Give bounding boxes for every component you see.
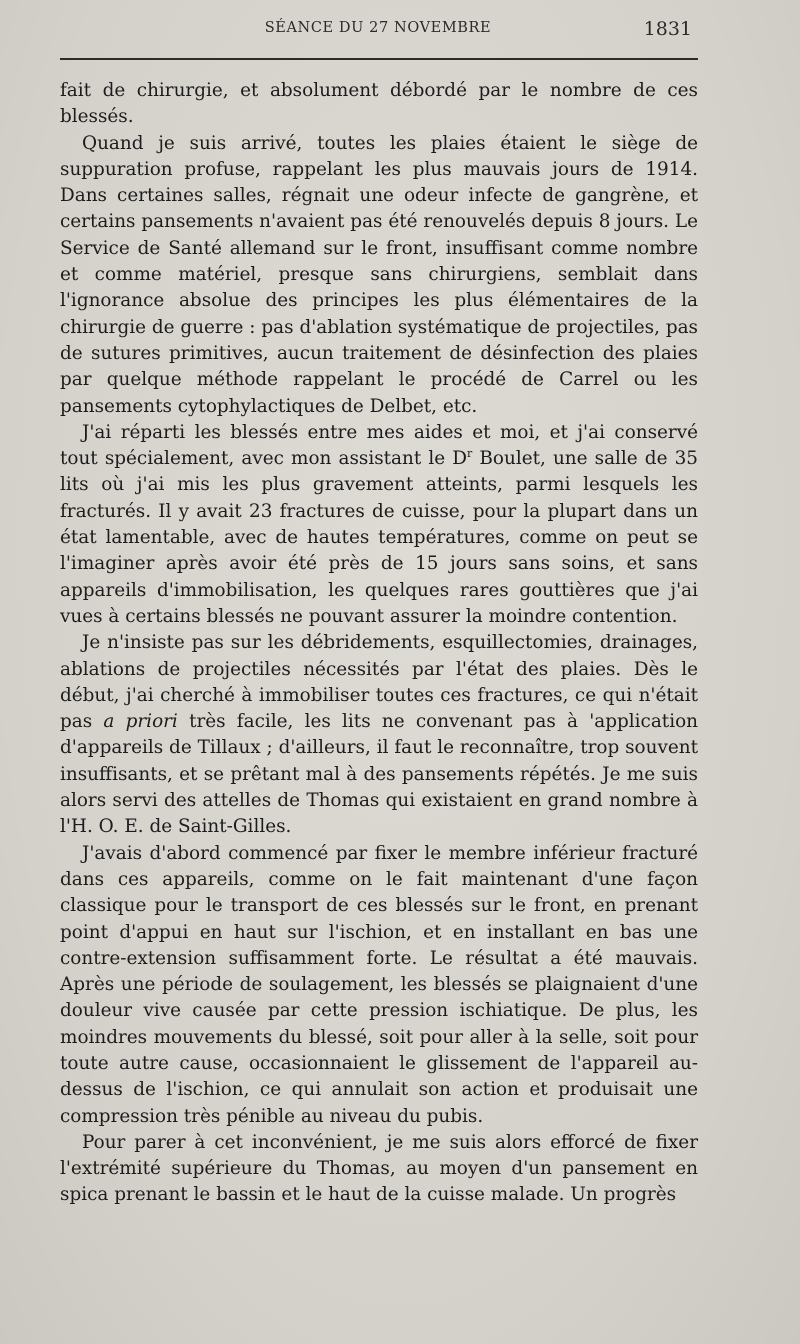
page-number: 1831 — [643, 18, 692, 40]
paragraph-3-part-b: Boulet, une salle de 35 lits où j'ai mis les plus gravement atteints, parmi lesquels les fracturés. Il y avait 23 fractures de cuisse, pour la plupart dans un état lamentable, avec de hautes températures, comme on peut se l'imaginer après avoir été près de 15 jours sans soins, et sans appareils d'immobilisation, les quelques rares gouttières que j'ai vues à certains blessés ne pouvant assurer la moindre contention. — [60, 448, 698, 627]
paragraph-3 — [60, 420, 698, 630]
paragraph-4-part-b: très facile, les lits ne convenant pas à 'application d'appareils de Tillaux ; d'ailleurs, il faut le reconnaître, trop souvent insuffisants, et se prêtant mal à des pansements répétés. Je me suis alors servi des attelles de Thomas qui existaient en grand nombre à l'H. O. E. de Saint-Gilles. — [60, 711, 698, 838]
paragraph-4-part-a: Je n'insiste pas sur les débridements, esquillectomies, drainages, ablations de projectiles nécessités par l'état des plaies. Dès le début, j'ai cherché à immobiliser toutes ces fractures, ce qui n'était pas — [60, 632, 698, 733]
paragraph-4 — [60, 630, 698, 840]
paragraph-6: Pour parer à cet inconvénient, je me suis alors efforcé de fixer l'extrémité supérieure du Thomas, au moyen d'un pansement en spica prenant le bassin et le haut de la cuisse malade. Un progrès — [60, 1131, 698, 1206]
paragraph-2: Quand je suis arrivé, toutes les plaies étaient le siège de suppuration profuse, rappelant les plus mauvais jours de 1914. Dans certaines salles, régnait une odeur infecte de gangrène, et certains pansements n'avaient pas été renouvelés depuis 8 jours. Le Service de Santé allemand sur le front, insuffisant comme nombre et comme matériel, presque sans chirurgiens, semblait dans l'ignorance absolue des principes les plus élémentaires de la chirurgie de guerre : pas d'ablation systématique de projectiles, pas de sutures primitives, aucun traitement de désinfection des plaies par quelque méthode rappelant le procédé de Carrel ou les pansements cytophylactiques de Delbet, etc. — [60, 132, 698, 417]
header-rule — [60, 58, 698, 60]
running-title: SÉANCE DU 27 NOVEMBRE — [264, 20, 492, 36]
body-text — [60, 78, 698, 1209]
doctor-abbrev-superscript: r — [467, 447, 473, 461]
italic-a-priori: a priori — [103, 711, 178, 733]
running-head — [60, 18, 696, 46]
paragraph-5: J'avais d'abord commencé par fixer le membre inférieur fracturé dans ces appareils, comme on le fait maintenant d'une façon classique pour le transport de ces blessés sur le front, en prenant point d'appui en haut sur l'ischion, et en installant en bas une contre-extension suffisamment forte. Le résultat a été mauvais. Après une période de soulagement, les blessés se plaignaient d'une douleur vive causée par cette pression ischiatique. De plus, les moindres mouvements du blessé, soit pour aller à la selle, soit pour toute autre cause, occasionnaient le glissement de l'appareil au-dessus de l'ischion, ce qui annulait son action et produisait une compression très pénible au niveau du pubis. — [60, 842, 698, 1127]
paragraph-1: fait de chirurgie, et absolument débordé par le nombre de ces blessés. — [60, 80, 698, 128]
paragraph-3-part-a: J'ai réparti les blessés entre mes aides et moi, et j'ai conservé tout spécialement, avec mon assistant le D — [60, 421, 698, 470]
